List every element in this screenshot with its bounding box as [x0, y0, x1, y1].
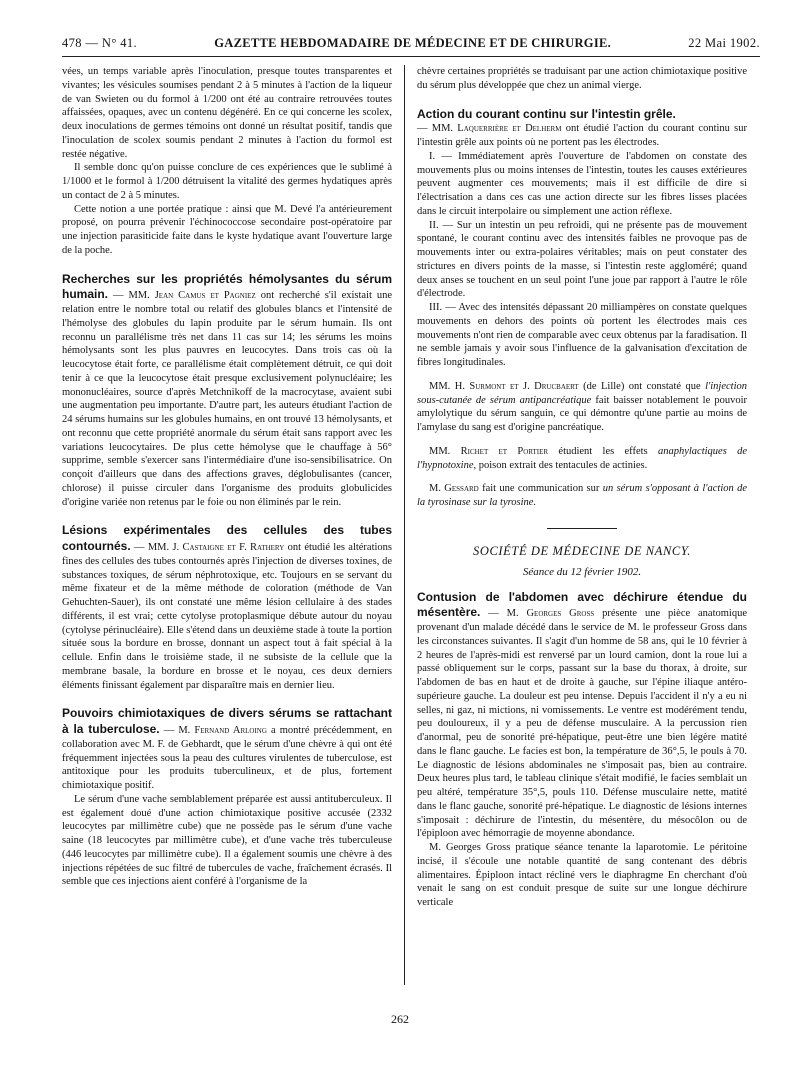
- section-text: ont recherché s'il existait une relation entre le nombre total ou relatif des globules blancs et l'intensité de l'hémolyse des globules du lapin produite par le sérum humain. Ils ont reconnu un parallélisme très net dans 11 cas sur 14; les sérums les moins hémolysants sont les plus pauvres en leucocytes. Dans trois cas où la leucocytose était forte, ce parallélisme était complètement détruit, ce qui doit tenir à ce que la leucocytose était presque exclusivement polynucléaire; les mononucléaires, source d'après Metchnikoff de la macrocytase, avaient subi une augmentation peu importante. D'autre part, les auteurs étudiant l'action de 24 sérums humains sur les globules humains, en ont trouvé 13 hémolysants, et ont reconnu que cette propriété anormale du sérum était sans rapport avec les variations leucocytaires. De plus cette hémolyse que le chauffage à 56° supprime, semble s'exercer sans l'intermédiaire d'une iso-sensibilisatrice. On conçoit d'ailleurs que dans des affections graves, déglobulisantes (cancer, chlorose) il puisse circuler dans l'organisme des produits globulicides d'origine variée non retenus par le foie ou non éliminés par le rein.: [62, 290, 393, 508]
- paragraph: chèvre certaines propriétés se traduisant par une action chimiotaxique positive du sérum plus développée que chez un animal vierge.: [417, 66, 747, 91]
- divider: [547, 528, 617, 529]
- text: fait baisser notablement le pouvoir amylolytique du sérum sanguin, ce qui démontre qu'une partie au moins de l'amylase du sang est d'origine pancréatique.: [417, 394, 747, 433]
- section-title: Recherches sur les propriétés hémolysantes du sérum humain.: [62, 271, 392, 302]
- two-column-body: [62, 65, 760, 985]
- text: étudient les effets: [558, 445, 648, 457]
- paragraph: M. Georges Gross pratique séance tenante la laparotomie. Le péritoine incisé, il s'écoule une notable quantité de sang contenant des débris alimentaires. Épiploon intact récliné vers le diaphragme En cherchant d'où venait le sang on est conduit presque de suite sur une longue déchirure verticale: [417, 842, 747, 909]
- section-authors: MM. Richet et Portier: [429, 445, 549, 457]
- left-column: [62, 65, 405, 985]
- section-title: Lésions expérimentales des cellules des tubes contournés.: [62, 523, 392, 553]
- communication-gessard: [417, 482, 747, 510]
- section-tubes-contournes: Lésions expérimentales des cellules des tubes contournés. — MM. J. Castaigne et F. Rathery ont étudié les altérations fines des cellules des tubes contournés après l'injection de diverses toxines, de substances toxiques, de sérum néphrotoxique, etc. Toujours en se servant du même fixateur et de la même méthode de coloration (méthode de Van Gehuchten-Sauer), ils ont constaté une même lésion cellulaire à des stades différents, il est vrai; cette cytolyse protoplasmique débute autour du noyau (cytolyse périnucléaire). Elle s'étend dans un deuxième stade à toute la portion située sous la bordure en brosse, donnant un aspect tout à fait spécial à la cellule. Enfin dans le troisième stade, il ne subsiste de la cellule que la membrane basale, la bordure en brosse et le noyau, ces deux derniers éléments finissant également par disparaître mais en dernier lieu.: [62, 523, 393, 691]
- paragraph: Le sérum d'une vache semblablement préparée est aussi antituberculeux. Il est également doué d'une action chimiotaxique positive accusée (2332 leucocytes par millimètre cube) que ne possède pas le sérum d'une vache saine (18 leucocytes par millimètre cube), et d'une vache très tuberculeuse (446 leucocytes par millimètre cube). Il a également soumis une chèvre à des injections répétées de suc filtré de tubercules de vache, fraîchement écrasés. Il semble que ces injections aient conféré à l'organisme de la: [62, 793, 392, 888]
- section-authors: MM. J. Castaigne et F. Rathery: [147, 542, 285, 553]
- right-column: [405, 65, 747, 985]
- section-chimiotaxiques: Pouvoirs chimiotaxiques de divers sérums se rattachant à la tuberculose. — M. Fernand Arloing a montré précédemment, en collaboration avec M. F. de Gebhardt, que le sérum d'une chèvre à qui ont été fréquemment injectées sous la peau des cultures virulentes de tuberculose, est antitoxique pour les produits tuberculineux, et de plus, fortement chimiotaxique positif.: [62, 706, 393, 791]
- session-date: Séance du 12 février 1902.: [522, 566, 642, 579]
- section-courant-continu: Action du courant continu sur l'intestin grêle. — MM. Laquerrière et Delherm ont étudié l'action du courant continu sur l'intestin grêle aux points où ne portent pas les électrodes.: [417, 106, 747, 148]
- communication-surmont: [417, 380, 747, 435]
- communication-richet: [417, 445, 747, 473]
- paragraph: Il semble donc qu'on puisse conclure de ces expériences que le sublimé à 1/1000 et le formol à 1/200 détruisent la vitalité des germes hydatiques après un contact de 2 à 5 minutes.: [62, 162, 392, 201]
- section-authors: MM. H. Surmont et J. Drucbaert: [429, 380, 579, 392]
- society-heading: SOCIÉTÉ DE MÉDECINE DE NANCY.: [473, 543, 691, 558]
- section-title: Contusion de l'abdomen avec déchirure étendue du mésentère.: [417, 589, 747, 620]
- section-title: Pouvoirs chimiotaxiques de divers sérums se rattachant à la tuberculose.: [62, 706, 392, 736]
- section-text: présente une pièce anatomique provenant d'un malade décédé dans le service de M. le professeur Gross dans les circonstances suivantes. Il s'agit d'un homme de 58 ans, qui le 10 février à 2 heures de l'après-midi est renversé par un lourd camion, dont la roue lui a passé obliquement sur le corps, passant sur la base du thorax, à droite, sur l'abdomen de bas en haut et de droite à gauche, sur l'épine iliaque antéro-supérieure gauche. La douleur est peu intense. Depuis l'accident il n'y a eu ni selles, ni gaz, ni mictions, ni vomissements. Le ventre est modérément tendu, peu douloureux, il y a peu de défense musculaire. A la percussion rien d'anormal, peu de sonorité pré-hépatique, peut-être une bien légère matité dans le flanc gauche. Le facies est bon, la température de 36°,5, le pouls à 70. Le diagnostic de lésions abdominales ne s'imposait pas, bien au contraire. Deux heures plus tard, le tableau clinique s'était modifié, le facies semblait un peu altéré, température 35°,5, pouls 110. Défense musculaire nette, matité dans le flanc gauche, sonorité pré-hépatique. Le diagnostic de lésions internes s'imposait : déchirure de l'intestin, du mésentère, du mésocôlon ou de l'épiploon avec hémorragie de moyenne abondance.: [417, 608, 747, 840]
- paragraph: III. — Avec des intensités dépassant 20 milliampères on constate quelques mouvements en dehors des points où portent les électrodes mais ces mouvements n'ont rien de comparable avec ceux obtenus par la faradisation. Il ne semble jamais y avoir sous l'influence de la galvanisation d'excitation de fibres longitudinales.: [417, 302, 747, 368]
- section-authors: MM. Jean Camus et Pagniez: [128, 290, 256, 302]
- paragraph: II. — Sur un intestin un peu refroidi, qui ne présente pas de mouvement spontané, le courant continu avec des intensités faibles ne provoque pas de mouvements inter ou extra-polaires véritables; mais on peut constater des strictures en divers points de la masse, si l'intestin reste aggloméré; quand deux anses se touchent en un seul point l'une joue par rapport à l'autre le rôle d'électrode.: [417, 219, 747, 300]
- page-footer-number: 262: [391, 1012, 409, 1026]
- section-authors: M. Fernand Arloing: [178, 725, 267, 736]
- section-hemolysantes: Recherches sur les propriétés hémolysantes du sérum humain. — MM. Jean Camus et Pagniez ont recherché s'il existait une relation entre le nombre total ou relatif des globules blancs et l'intensité de l'hémolyse des globules du lapin produite par le sérum humain. Ils ont reconnu un parallélisme très net dans 11 cas sur 14; les sérums les moins hémolysants sont les plus pauvres en leucocytes. Dans trois cas où la leucocytose était forte, ce parallélisme était complètement détruit, ce qui doit tenir à ce que la leucocytose était presque exclusivement polynucléaire; les mononucléaires, source d'après Metchnikoff de la macrocytase, avaient subi une augmentation peu importante. D'autre part, les auteurs étudiant l'action de 24 sérums humains sur les globules humains, en ont trouvé 13 hémolysants, et ont reconnu que cette propriété anormale du sérum était sans rapport avec les variations leucocytaires. De plus cette hémolyse que le chauffage à 56° supprime, semble s'exercer sans l'intermédiaire d'une iso-sensibilisatrice. On conçoit d'ailleurs que dans des affections graves, déglobulisantes (cancer, chlorose) il puisse circuler dans l'organisme des produits globulicides d'origine variée non retenus par le foie ou non éliminés par le rein.: [62, 271, 393, 508]
- text: (de Lille) ont constaté que: [583, 380, 701, 392]
- section-text: ont étudié l'action du courant continu sur l'intestin grêle aux points où ne portent pas les électrodes.: [417, 123, 747, 148]
- paragraph: I. — Immédiatement après l'ouverture de l'abdomen on constate des mouvements plus ou moins intenses de l'intestin, toutes les causes extérieures peuvent augmenter ces mouvements; mais il est difficile de dire si l'électrisation a dans ces cas une action directe sur les fibres lisses placées dans le circuit interpolaire ou simplement une action réflexe.: [417, 150, 747, 217]
- section-title: Action du courant continu sur l'intestin grêle.: [417, 106, 676, 121]
- page-number-issue: 478 — N° 41.: [62, 36, 138, 50]
- text: poison extrait des tentacules de actinies.: [478, 459, 648, 471]
- section-authors: M. Georges Gross: [506, 608, 595, 620]
- section-text: ont étudié les altérations fines des cellules des tubes contournés après l'injection de diverses toxines, de substances toxiques, de sérum néphrotoxique, etc. Toujours en se servant du même fixateur et de la même méthode de coloration (méthode de Van Gehuchten-Sauer), ils ont constaté une même lésion cellulaire à des stades différents, il est vrai; cette cytolyse protoplasmique débute autour du noyau (cytolyse périnucléaire). Elle s'étend dans un deuxième stade à toute la portion située sous la bordure en brosse, donnant un aspect tout à fait spécial à la cellule. Enfin dans le troisième stade, il ne subsiste de la cellule que la membrane basale, la bordure en brosse et le noyau, ces deux derniers éléments finissant également par disparaître mais en dernier lieu.: [62, 542, 393, 691]
- section-authors: MM. Laquerrière et Delherm: [431, 123, 562, 135]
- journal-title: GAZETTE HEBDOMADAIRE DE MÉDECINE ET DE CHIRURGIE.: [214, 36, 612, 50]
- text: fait une communication sur: [482, 483, 600, 495]
- issue-date: 22 Mai 1902.: [688, 36, 760, 50]
- paragraph: vées, un temps variable après l'inoculation, presque toutes transparentes et vivantes; les vésicules soumises pendant 2 à 5 minutes à l'action de la liqueur de van Swieten ou du formol à 1/200 ont été au contraire retrouvées toutes affaissées, opaques, avec un contenu dégénéré. En ce qui concerne les scolex, deux inoculations de germes témoins ont donné un résultat positif, tandis que l'inoculation de scolex soumis pendant 2 minutes à l'action du formol est restée négative.: [62, 66, 392, 160]
- italic-text: l'injection sous-cutanée de sérum antipancréatique: [417, 380, 747, 406]
- page-header: [62, 36, 760, 57]
- italic-text: anaphylactiques de l'hypnotoxine,: [417, 445, 747, 471]
- italic-text: un sérum s'opposant à l'action de la tyrosinase sur la tyrosine.: [417, 483, 747, 508]
- paragraph: Cette notion a une portée pratique : ainsi que M. Devé l'a antérieurement proposé, on pourra prévenir l'échinococcose secondaire post-opératoire par une injection parasiticide faite dans le kyste hydatique avant l'ouverture large de la poche.: [62, 203, 392, 256]
- section-authors: M. Gessard: [429, 483, 479, 495]
- section-contusion: Contusion de l'abdomen avec déchirure étendue du mésentère. — M. Georges Gross présente une pièce anatomique provenant d'un malade décédé dans le service de M. le professeur Gross dans les circonstances suivantes. Il s'agit d'un homme de 58 ans, qui le 10 février à 2 heures de l'après-midi est renversé par un lourd camion, dont la roue lui a passé obliquement sur le corps, passant sur la base du thorax, à droite, sur l'abdomen de bas en haut et de droite à gauche, sur l'épine iliaque antéro-supérieure gauche. La douleur est peu intense. Depuis l'accident il n'y a eu ni selles, ni gaz, ni mictions, ni vomissements. Le ventre est modérément tendu, peu douloureux, il y a peu de défense musculaire. A la percussion rien d'anormal, peu de sonorité pré-hépatique, peut-être une bien légère matité dans le flanc gauche. Le facies est bon, la température de 36°,5, le pouls à 70. Le diagnostic de lésions abdominales ne s'imposait pas, bien au contraire. Deux heures plus tard, le tableau clinique s'était modifié, le facies semblait un peu altéré, température 35°,5, pouls 110. Défense musculaire nette, matité dans le flanc gauche, sonorité pré-hépatique. Le diagnostic de lésions internes s'imposait : déchirure de l'intestin, du mésentère, du mésocôlon ou de l'épiploon avec hémorragie de moyenne abondance.: [417, 589, 747, 840]
- section-text: a montré précédemment, en collaboration avec M. F. de Gebhardt, que le sérum d'une chèvre à qui ont été fréquemment injectées sous la peau des cultures virulentes de tuberculose, est antitoxique pour les produits tuberculineux, et de plus, fortement chimiotaxique positif.: [62, 725, 393, 791]
